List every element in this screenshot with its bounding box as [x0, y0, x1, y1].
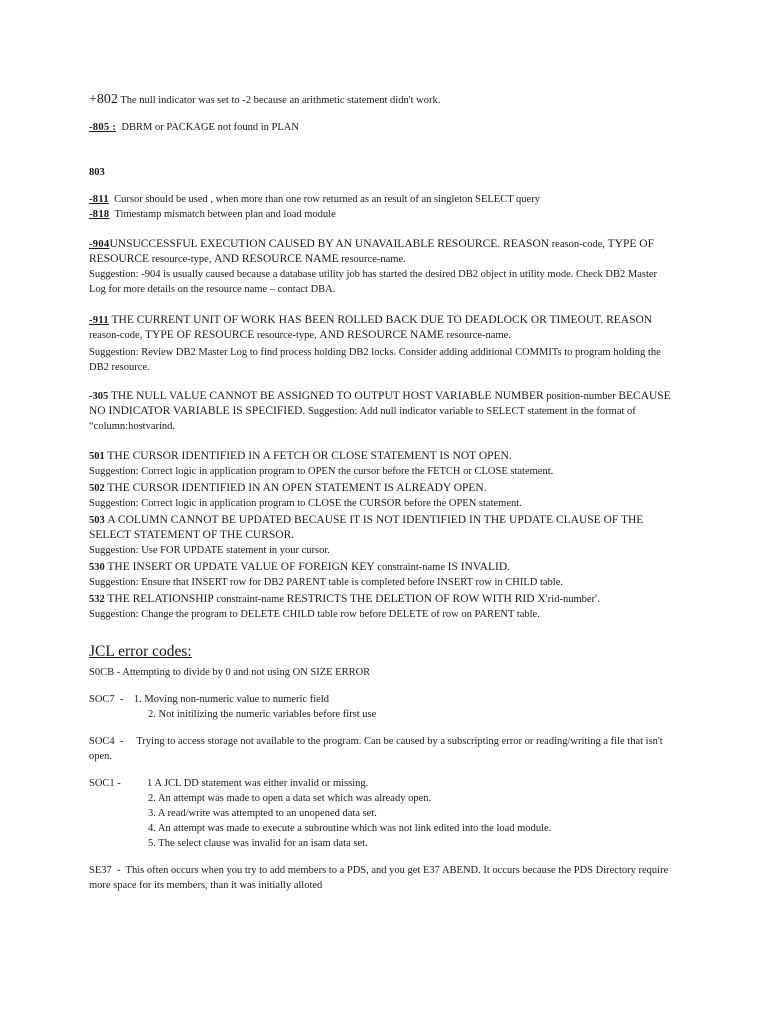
error-501 [89, 449, 674, 464]
error-811 [89, 192, 674, 207]
suggestion-501: Suggestion: Correct logic in application program to OPEN the cursor before the FETCH or CLOSE statement. [89, 466, 554, 477]
error-message-part: AND RESOURCE NAME [319, 329, 444, 341]
resource-name-var: resource-name. [341, 254, 406, 265]
jcl-s0cb: S0CB - Attempting to divide by 0 and not using ON SIZE ERROR [89, 667, 371, 678]
error-818 [89, 207, 674, 222]
jcl-soc1-item: 2. An attempt was made to open a data set which was already open. [148, 793, 432, 804]
error-502 [89, 481, 674, 496]
error-code: -811 [89, 194, 109, 205]
jcl-soc1-item: 5. The select clause was invalid for an isam data set. [148, 838, 368, 849]
error-message: A COLUMN CANNOT BE UPDATED BECAUSE IT IS NOT IDENTIFIED IN THE UPDATE CLAUSE OF THE SELECT STATEMENT OF THE CURSOR. [89, 514, 644, 541]
error-code: 532 [89, 594, 105, 605]
rid-number-var: rid-number [547, 594, 596, 605]
constraint-name-var: constraint-name [377, 562, 445, 573]
jcl-soc7-item: 2. Not initilizing the numeric variables before first use [148, 709, 377, 720]
error-message: UNSUCCESSFUL EXECUTION CAUSED BY AN UNAVAILABLE RESOURCE. REASON [109, 238, 550, 250]
error-code: -818 [89, 209, 110, 220]
error-code: 501 [89, 451, 105, 462]
suggestion-530: Suggestion: Ensure that INSERT row for DB2 PARENT table is completed before INSERT row in CHILD table. [89, 577, 564, 588]
error-802 [89, 92, 674, 108]
jcl-soc4: SOC4 - Trying to access storage not available to the program. Can be caused by a subscripting error or reading/writing a file that isn't open. [89, 736, 666, 762]
error-code: -904 [89, 239, 110, 250]
error-805 [89, 120, 674, 135]
jcl-soc1: SOC1 - 1 A JCL DD statement was either invalid or missing. [89, 778, 369, 789]
suggestion-911: Suggestion: Review DB2 Master Log to find process holding DB2 locks. Consider adding additional COMMITs to program holding the DB2 resource. [89, 347, 661, 373]
error-530 [89, 560, 674, 575]
error-code: -305 [89, 391, 109, 402]
error-message-part: AND RESOURCE NAME [214, 253, 339, 265]
reason-code-var: reason-code, [551, 239, 606, 250]
jcl-heading: JCL error codes: [89, 643, 192, 660]
error-description: Cursor should be used , when more than one row returned as an result of an singleton SELECT query [114, 194, 540, 205]
error-message: THE INSERT OR UPDATE VALUE OF FOREIGN KEY [107, 561, 375, 573]
error-message: THE CURRENT UNIT OF WORK HAS BEEN ROLLED BACK DUE TO DEADLOCK OR TIMEOUT. REASON [111, 314, 653, 326]
error-description: The null indicator was set to -2 because an arithmetic statement didn't work. [120, 95, 441, 106]
jcl-se37: SE37 - This often occurs when you try to add members to a PDS, and you get E37 ABEND. It occurs because the PDS Directory require more space for its members, than it was initially alloted [89, 865, 671, 891]
jcl-soc7: SOC7 - 1. Moving non-numeric value to numeric field [89, 694, 329, 705]
error-code: +802 [89, 92, 118, 107]
jcl-soc1-item: 3. A read/write was attempted to an unopened data set. [148, 808, 377, 819]
suggestion-503: Suggestion: Use FOR UPDATE statement in your cursor. [89, 545, 330, 556]
resource-type-var: resource-type, [151, 254, 212, 265]
error-message-part: TYPE OF RESOURCE [89, 238, 654, 265]
error-code: -805 : [89, 122, 117, 133]
error-message: THE RELATIONSHIP [107, 593, 214, 605]
error-message-part: '. [595, 593, 600, 605]
error-904 [89, 237, 674, 267]
error-message-part: IS INVALID. [447, 561, 511, 573]
reason-code-var: reason-code, [89, 330, 143, 341]
constraint-name-var: constraint-name [216, 594, 285, 605]
error-message: THE NULL VALUE CANNOT BE ASSIGNED TO OUTPUT HOST VARIABLE NUMBER [110, 390, 544, 402]
document-page [89, 92, 674, 893]
resource-type-var: resource-type, [256, 330, 317, 341]
position-number-var: position-number [546, 391, 616, 402]
suggestion-305: Suggestion: Add null indicator variable to SELECT statement in the format of “column:hostvarind. [89, 406, 636, 432]
suggestion-532: Suggestion: Change the program to DELETE CHILD table row before DELETE of row on PARENT table. [89, 609, 540, 620]
jcl-soc1-item: 4. An attempt was made to execute a subroutine which was not link edited into the load module. [148, 823, 552, 834]
error-code: 530 [89, 562, 105, 573]
error-message-part: BECAUSE NO INDICATOR VARIABLE IS SPECIFIED. [89, 390, 671, 417]
error-503 [89, 513, 674, 543]
error-532 [89, 592, 674, 607]
error-message: THE CURSOR IDENTIFIED IN AN OPEN STATEMENT IS ALREADY OPEN. [107, 482, 487, 494]
error-305 [89, 389, 674, 434]
error-description: Timestamp mismatch between plan and load module [114, 209, 336, 220]
resource-name-var: resource-name. [446, 330, 511, 341]
error-message-part: RESTRICTS THE DELETION OF ROW WITH RID X' [286, 593, 548, 605]
error-description: DBRM or PACKAGE not found in PLAN [121, 122, 299, 133]
error-message: THE CURSOR IDENTIFIED IN A FETCH OR CLOSE STATEMENT IS NOT OPEN. [107, 450, 512, 462]
suggestion-502: Suggestion: Correct logic in application program to CLOSE the CURSOR before the OPEN statement. [89, 498, 522, 509]
error-code: 502 [89, 483, 105, 494]
error-message-part: TYPE OF RESOURCE [144, 329, 255, 341]
error-803: 803 [89, 167, 105, 178]
error-911 [89, 313, 674, 343]
error-code: 503 [89, 515, 105, 526]
suggestion-904: Suggestion: -904 is usually caused because a database utility job has started the desired DB2 object in utility mode. Check DB2 Master Log for more details on the resource name – contact DBA. [89, 269, 658, 295]
error-code: -911 [89, 315, 109, 326]
